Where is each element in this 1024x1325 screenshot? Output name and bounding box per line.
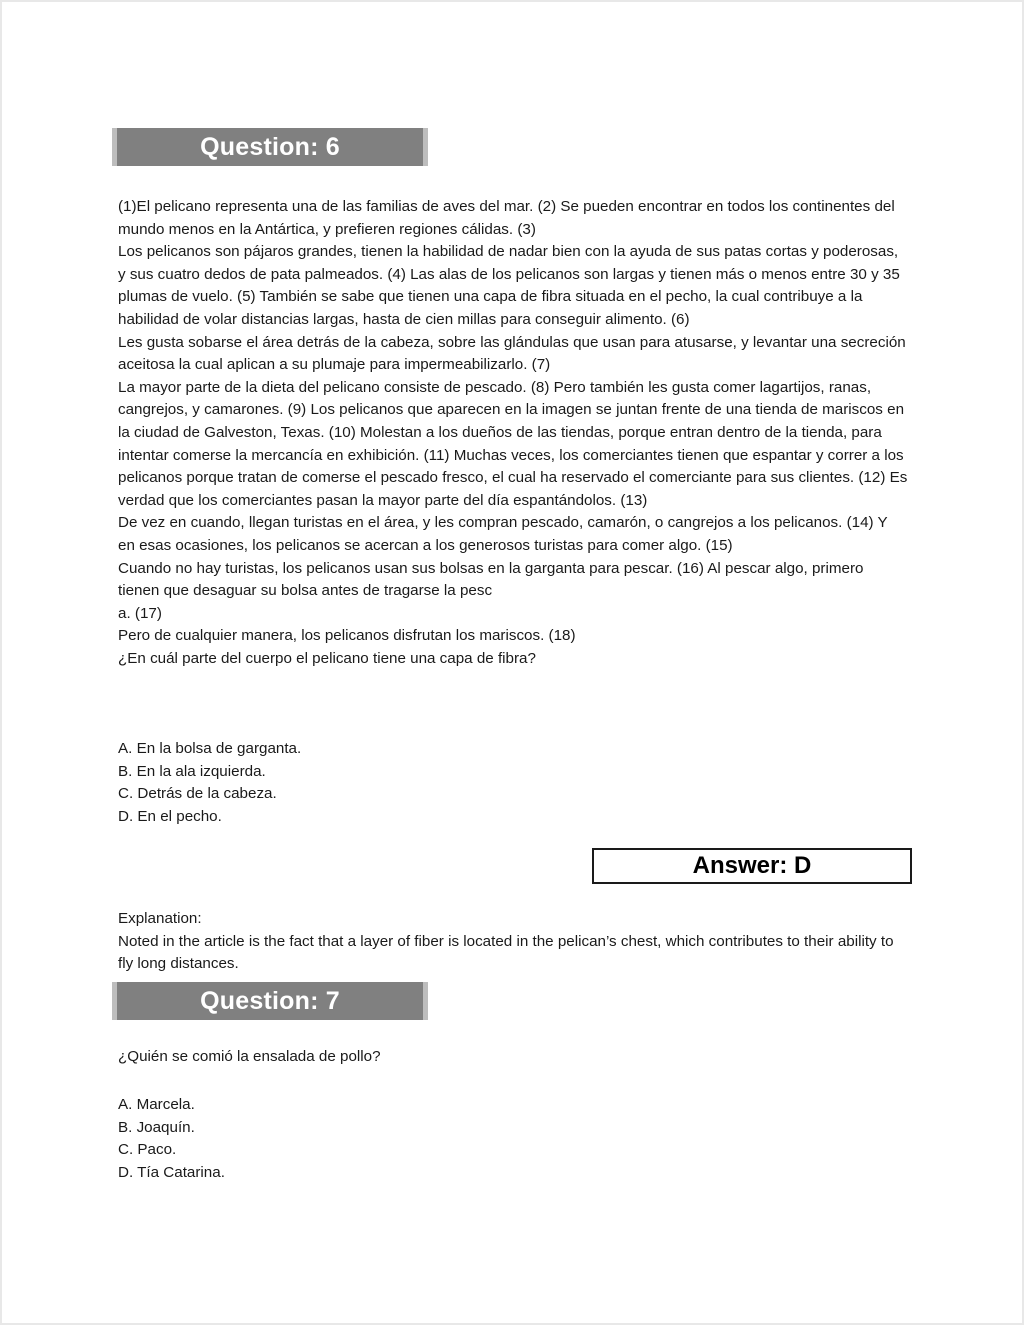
question-7-prompt-wrap [118,1046,908,1069]
question-6-passage [118,196,908,670]
explanation-body: Noted in the article is the fact that a layer of fiber is located in the pelican’s chest, which contributes to their ability to fly long distances. [118,932,894,973]
passage-paragraph-3: Les gusta sobarse el área detrás de la cabeza, sobre las glándulas que usan para atusarse, y levantar una secreción aceitosa la cual aplican a su plumaje para impermeabilizarlo. (7) [118,333,906,374]
question-7-prompt: ¿Quién se comió la ensalada de pollo? [118,1048,381,1065]
question-7-banner [112,982,428,1020]
passage-paragraph-2: Los pelicanos son pájaros grandes, tienen la habilidad de nadar bien con la ayuda de sus patas cortas y poderosas, y sus cuatro dedos de pata palmeados. (4) Las alas de los pelicanos son largas y tienen más o menos entre 30 y 35 plumas de vuelo. (5) También se sabe que tienen una capa de fibra situada en el pecho, la cual contribuye a la habilidad de volar distancias largas, hasta de cien millas para conseguir alimento. (6) [118,243,900,328]
question-7-choice-a[interactable]: A. Marcela. [118,1096,195,1113]
passage-paragraph-4: La mayor parte de la dieta del pelicano consiste de pescado. (8) Pero también les gusta comer lagartijos, ranas, cangrejos, y camarones. (9) Los pelicanos que aparecen en la imagen se juntan frente de una tienda de mariscos en la ciudad de Galveston, Texas. (10) Molestan a los dueños de las tiendas, porque entran dentro de la tienda, para intentar comerse la mercancía en exhibición. (11) Muchas veces, los comerciantes tienen que espantar y correr a los pelicanos porque tratan de comerse el pescado fresco, el cual ha reservado el comerciante para sus clientes. (12) Es verdad que los comerciantes pasan la mayor parte del día espantándolos. (13) [118,378,908,509]
passage-paragraph-8: Pero de cualquier manera, los pelicanos disfrutan los mariscos. (18) [118,627,576,645]
question-6-banner [112,128,428,166]
question-6-choice-a[interactable]: A. En la bolsa de garganta. [118,740,302,757]
passage-paragraph-1: (1)El pelicano representa una de las familias de aves del mar. (2) Se pueden encontrar en todos los continentes del mundo menos en la Antártica, y prefieren regiones cálidas. (3) [118,198,895,238]
explanation-heading: Explanation: [118,910,202,927]
passage-paragraph-6: Cuando no hay turistas, los pelicanos usan sus bolsas en la garganta para pescar. (16) Al pescar algo, primero tienen que desaguar su bolsa antes de tragarse la pesc [118,559,864,600]
question-6-choice-d[interactable]: D. En el pecho. [118,807,222,825]
question-7-choice-d[interactable]: D. Tía Catarina. [118,1163,225,1181]
question-7-choice-c[interactable]: C. Paco. [118,1141,177,1159]
question-6-explanation [118,908,908,976]
question-7-choices [118,1094,618,1184]
question-6-answer-box [592,848,912,884]
question-6-choices [118,738,618,828]
passage-paragraph-5: De vez en cuando, llegan turistas en el área, y les compran pescado, camarón, o cangrejos a los pelicanos. (14) Y en esas ocasiones, los pelicanos se acercan a los generosos turistas para comer algo. (15) [118,514,888,554]
question-7-choice-b[interactable]: B. Joaquín. [118,1118,195,1136]
question-7-banner-label: Question: 7 [200,986,340,1015]
question-6-choice-b[interactable]: B. En la ala izquierda. [118,762,266,780]
page-border-left [0,0,2,1325]
question-6-prompt: ¿En cuál parte del cuerpo el pelicano tiene una capa de fibra? [118,649,536,667]
question-6-answer-label: Answer: D [692,852,812,879]
question-6-choice-c[interactable]: C. Detrás de la cabeza. [118,785,277,803]
question-6-banner-label: Question: 6 [200,132,340,161]
page-border-top [0,0,1024,2]
passage-paragraph-7: a. (17) [118,604,162,622]
